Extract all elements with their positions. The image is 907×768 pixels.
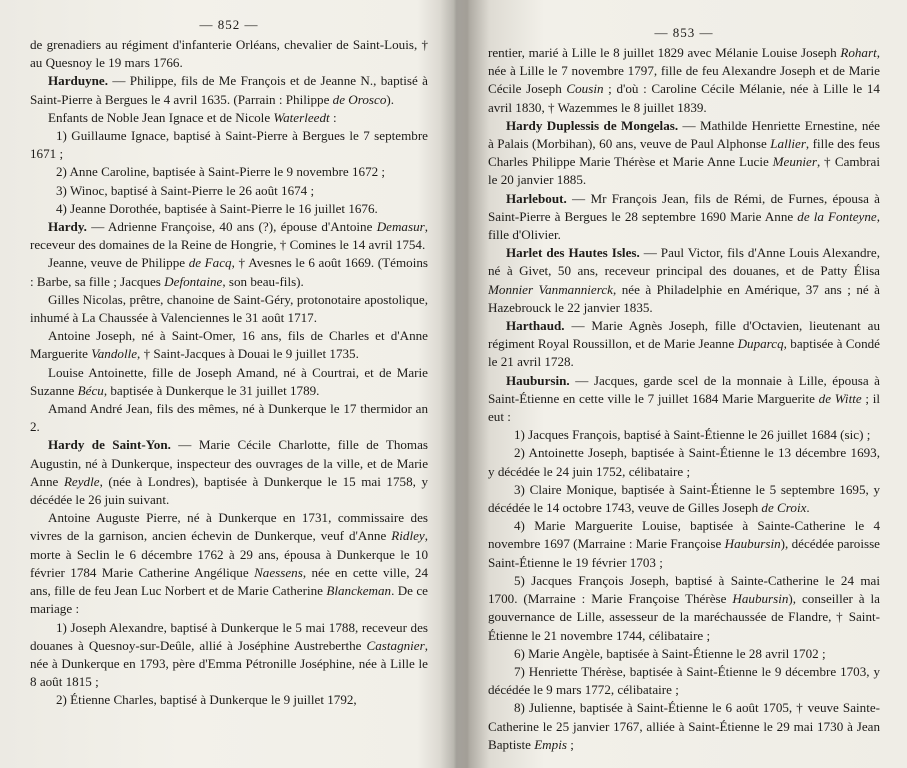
list-item xyxy=(30,127,428,163)
italic-name: Demasur xyxy=(376,219,425,235)
text-run: , † Cambrai le 20 janvier 1885. xyxy=(488,154,880,188)
text-run: 6) Marie Angèle, baptisée à Saint-Étienne le 28 avril 1702 ; xyxy=(514,645,826,661)
entry-headword: Harlet des Hautes Isles. xyxy=(506,245,640,261)
entry-headword: Haubursin. xyxy=(506,372,570,388)
right-page-text xyxy=(488,44,880,754)
text-run: , née à Philadelphie en Amérique, 37 ans ; né à Hazebrouck le 22 janvier 1835. xyxy=(488,281,880,315)
entry-paragraph xyxy=(30,436,428,509)
text-run: , baptisée à Dunkerque le 31 juillet 1789. xyxy=(103,382,320,398)
paragraph xyxy=(488,44,880,117)
list-item xyxy=(488,444,880,480)
italic-name: Lallier xyxy=(770,136,806,152)
list-item xyxy=(488,663,880,699)
text-run: ), conseiller à la gouvernance de Lille, assesseur de la maréchaussée de Flandre, † Saint-Étienne le 21 novembre 1744, célibataire ; xyxy=(488,591,880,643)
text-run: — Jacques, garde scel de la monnaie à Lille, épousa à Saint-Étienne en cette ville le 7 juillet 1684 Marie Marguerite xyxy=(488,372,880,406)
text-run: — Mathilde Henriette Ernestine, née à Palais (Morbihan), 60 ans, veuve de Paul Alphonse xyxy=(488,117,880,152)
list-item xyxy=(488,481,880,517)
paragraph xyxy=(30,400,428,436)
italic-name: Meunier xyxy=(772,154,817,170)
text-run: — Marie Cécile Charlotte, fille de Thomas Augustin, né à Dunkerque, inspecteur des ouvrages de la ville, et de Marie Anne xyxy=(30,437,428,489)
paragraph xyxy=(30,327,428,363)
list-item xyxy=(30,182,428,200)
italic-name: Bécu xyxy=(77,382,104,398)
text-run: Antoine Auguste Pierre, né à Dunkerque en 1731, commissaire des vivres de la garnison, ancien échevin de Dunkerque, veuf d'Anne xyxy=(30,510,428,544)
italic-name: de Witte xyxy=(818,390,862,406)
text-run: Enfants de Noble Jean Ignace et de Nicole xyxy=(48,109,274,125)
italic-name: Castagnier xyxy=(366,637,425,653)
italic-name: Haubursin xyxy=(732,591,789,607)
list-item xyxy=(30,163,428,181)
italic-name: Duparcq xyxy=(737,336,784,352)
entry-paragraph xyxy=(488,244,880,317)
text-run: — Adrienne Françoise, 40 ans (?), épouse d'Antoine xyxy=(86,219,377,235)
text-run: , (née à Londres), baptisée à Dunkerque le 15 mai 1758, y décédée le 26 juin suivant. xyxy=(30,473,428,508)
italic-name: Ridley xyxy=(391,528,425,544)
italic-name: Blanckeman xyxy=(326,583,392,599)
italic-name: de Orosco xyxy=(332,91,387,107)
text-run: ). xyxy=(386,91,395,107)
italic-name: de Facq xyxy=(188,255,232,271)
entry-headword: Harlebout. xyxy=(506,190,567,206)
paragraph xyxy=(30,254,428,290)
italic-name: Reydle xyxy=(63,473,100,489)
italic-name: Vandolle xyxy=(91,346,138,362)
list-item xyxy=(30,200,428,218)
italic-name: Cousin xyxy=(566,81,604,97)
entry-paragraph xyxy=(488,190,880,245)
entry-headword: Harthaud. xyxy=(506,318,565,334)
entry-headword: Hardy. xyxy=(48,219,87,235)
text-run: 1) Jacques François, baptisé à Saint-Étienne le 26 juillet 1684 (sic) ; xyxy=(514,427,871,443)
text-run: , morte à Seclin le 6 décembre 1762 à 29 ans, épousa à Dunkerque le 10 février 1784 Marie Catherine Angélique xyxy=(30,528,428,580)
text-run: rentier, marié à Lille le 8 juillet 1829 avec Mélanie Louise Joseph xyxy=(488,45,841,60)
italic-name: Empis xyxy=(534,736,567,752)
italic-name: Monnier Vanmannierck xyxy=(488,281,613,297)
text-run: 7) Henriette Thérèse, baptisée à Saint-Étienne le 9 décembre 1703, y décédée le 9 mars 1772, célibataire ; xyxy=(488,663,880,698)
text-run: , née à Lille le 7 novembre 1797, fille de feu Alexandre Joseph et de Marie Cécile Joseph xyxy=(488,45,880,97)
text-run: de grenadiers au régiment d'infanterie Orléans, chevalier de Saint-Louis, † au Quesnoy le 19 mars 1766. xyxy=(30,37,428,71)
text-run: — Philippe, fils de Me François et de Jeanne N., baptisé à Saint-Pierre à Bergues le 4 avril 1635. (Parrain : Philippe xyxy=(30,73,428,107)
text-run: Louise Antoinette, fille de Joseph Amand, né à Courtrai, et de Marie Suzanne xyxy=(30,364,428,398)
text-run: 2) Antoinette Joseph, baptisée à Saint-Étienne le 13 décembre 1693, y décédée le 24 juin 1752, célibataire ; xyxy=(488,445,880,479)
entry-headword: Hardy de Saint-Yon. xyxy=(48,437,171,453)
text-run: ; xyxy=(566,736,574,752)
left-page-number: — 852 — xyxy=(199,17,259,32)
list-item xyxy=(488,517,880,572)
paragraph xyxy=(30,509,428,618)
left-page-text xyxy=(30,36,428,710)
text-run: : xyxy=(329,109,337,125)
text-run: 1) Guillaume Ignace, baptisé à Saint-Pierre à Bergues le 7 septembre 1671 ; xyxy=(30,128,428,162)
book-gutter xyxy=(440,0,470,768)
italic-name: Rohart xyxy=(840,45,877,60)
text-run: Gilles Nicolas, prêtre, chanoine de Saint-Géry, protonotaire apostolique, inhumé à La Chaussée à Valenciennes le 31 août 1717. xyxy=(30,291,428,326)
list-item xyxy=(488,572,880,645)
text-run: , fille d'Olivier. xyxy=(488,208,880,243)
list-item xyxy=(30,691,428,709)
right-page-number: — 853 — xyxy=(654,25,714,40)
text-run: Antoine Joseph, né à Saint-Omer, 16 ans, fils de Charles et d'Anne Marguerite xyxy=(30,328,428,362)
text-run: ; d'où : Caroline Cécile Mélanie, née à Lille le 14 avril 1830, † Wazemmes le 8 juillet 1839. xyxy=(488,81,880,115)
list-item xyxy=(488,645,880,663)
entry-headword: Hardy Duplessis de Mongelas. xyxy=(506,117,679,133)
text-run: 3) Winoc, baptisé à Saint-Pierre le 26 août 1674 ; xyxy=(56,182,315,198)
text-run: , son beau-fils). xyxy=(222,273,304,289)
text-run: — Paul Victor, fils d'Anne Louis Alexandre, né à Givet, 50 ans, receveur principal des douanes, et de Patty Élisa xyxy=(488,245,880,279)
text-run: Amand André Jean, fils des mêmes, né à Dunkerque le 17 thermidor an 2. xyxy=(30,401,428,435)
text-run: ), décédée paroisse Saint-Étienne le 19 février 1703 ; xyxy=(488,536,880,570)
text-run: 5) Jacques François Joseph, baptisé à Sainte-Catherine le 24 mai 1700. (Marraine : Marie Françoise Thérèse xyxy=(488,572,880,607)
italic-name: Haubursin xyxy=(724,536,781,552)
text-run: , née en cette ville, 24 ans, fille de feu Jean Luc Norbert et de Marie Catherine xyxy=(30,564,428,599)
text-run: 2) Étienne Charles, baptisé à Dunkerque le 9 juillet 1792, xyxy=(56,692,357,708)
text-run: , fille des feus Charles Philippe Marie Thérèse et Marie Anne Lucie xyxy=(488,136,880,170)
text-run: 3) Claire Monique, baptisée à Saint-Étienne le 5 septembre 1695, y décédée le 14 octobre 1743, veuve de Gilles Joseph xyxy=(488,481,880,516)
paragraph xyxy=(30,109,428,127)
text-run: Jeanne, veuve de Philippe xyxy=(48,255,189,271)
text-run: , † Avesnes le 6 août 1669. (Témoins : Barbe, sa fille ; Jacques xyxy=(30,255,428,289)
entry-paragraph xyxy=(30,72,428,108)
left-page xyxy=(30,0,428,768)
list-item xyxy=(488,699,880,754)
text-run: — Mr François Jean, fils de Rémi, de Furnes, épousa à Saint-Pierre à Bergues le 28 septembre 1690 Marie Anne xyxy=(488,190,880,224)
italic-name: de la Fonteyne xyxy=(797,208,877,224)
text-run: , receveur des domaines de la Reine de Hongrie, † Comines le 14 avril 1754. xyxy=(30,219,428,253)
entry-headword: Harduyne. xyxy=(48,73,109,89)
text-run: ; il eut : xyxy=(488,390,880,425)
paragraph xyxy=(30,291,428,327)
text-run: , † Saint-Jacques à Douai le 9 juillet 1735. xyxy=(137,346,359,362)
text-run: , née à Dunkerque en 1793, père d'Emma Pétronille Joséphine, née à Lille le 8 août 1815 ; xyxy=(30,637,428,690)
text-run: , baptisée à Condé le 21 avril 1728. xyxy=(488,336,880,370)
text-run: 2) Anne Caroline, baptisée à Saint-Pierre le 9 novembre 1672 ; xyxy=(56,164,386,180)
text-run: . De ce mariage : xyxy=(30,583,428,617)
italic-name: Defontaine xyxy=(164,273,223,289)
right-page xyxy=(488,0,880,768)
list-item xyxy=(488,426,880,444)
text-run: 4) Marie Marguerite Louise, baptisée à Sainte-Catherine le 4 novembre 1697 (Marraine : Marie Françoise xyxy=(488,518,880,552)
paragraph xyxy=(30,36,428,72)
text-run: 8) Julienne, baptisée à Saint-Étienne le 6 août 1705, † veuve Sainte-Catherine le 25 janvier 1767, alliée à Saint-Étienne le 29 mai 1730 à Jean Baptiste xyxy=(488,700,880,752)
paragraph xyxy=(30,364,428,400)
italic-name: Waterleedt xyxy=(273,109,330,125)
entry-paragraph xyxy=(30,218,428,254)
italic-name: Naessens xyxy=(254,564,303,580)
text-run: 1) Joseph Alexandre, baptisé à Dunkerque le 5 mai 1788, receveur des douanes à Quesnoy-sur-Deûle, allié à Joséphine Austreberthe xyxy=(30,619,428,653)
entry-paragraph xyxy=(488,372,880,427)
entry-paragraph xyxy=(488,117,880,190)
list-item xyxy=(30,619,428,692)
entry-paragraph xyxy=(488,317,880,372)
text-run: 4) Jeanne Dorothée, baptisée à Saint-Pierre le 16 juillet 1676. xyxy=(56,200,378,216)
text-run: . xyxy=(806,500,810,516)
text-run: — Marie Agnès Joseph, fille d'Octavien, lieutenant au régiment Royal Roussillon, et de Marie Jeanne xyxy=(488,318,880,352)
italic-name: de Croix xyxy=(761,500,807,516)
